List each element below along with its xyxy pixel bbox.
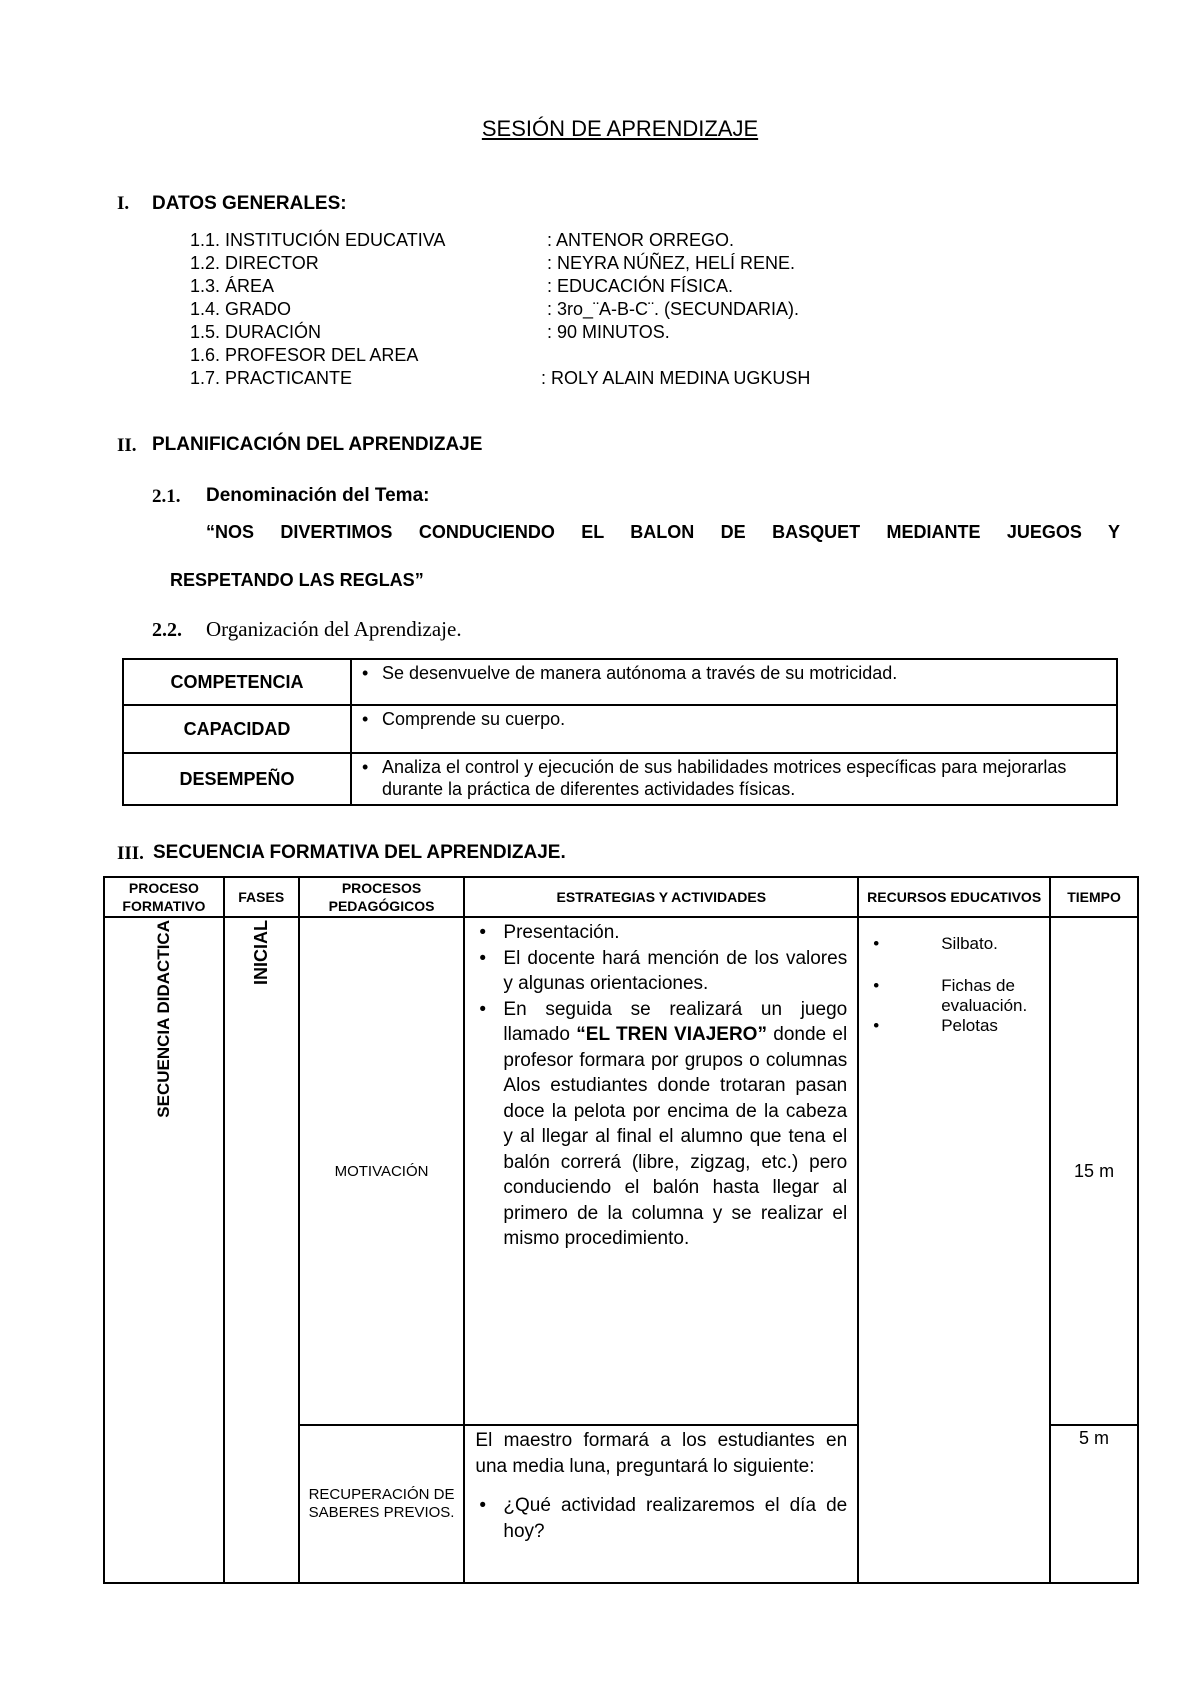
org-value: • Analiza el control y ejecución de sus habilidades motrices específicas para mejorarlas durante la práctica de diferentes actividades físicas. <box>351 753 1117 805</box>
org-row <box>123 705 1117 753</box>
general-label: 1.2. DIRECTOR <box>190 253 319 273</box>
general-value: : EDUCACIÓN FÍSICA. <box>547 276 734 296</box>
estrategias-cell <box>464 917 858 1425</box>
section-1-heading: DATOS GENERALES: <box>152 193 347 214</box>
section-1-number: I. <box>117 193 130 214</box>
proceso-vertical-label: SECUENCIA DIDACTICA <box>153 920 173 1118</box>
activity-text: En seguida se realizará un juego llamado <box>503 998 848 1045</box>
recurso-text: Fichas de evaluación. <box>941 976 1028 1015</box>
subsection-2-1-number: 2.1. <box>152 486 181 507</box>
sequence-table <box>103 876 1139 1584</box>
recurso-item <box>859 934 1049 954</box>
activity-item <box>465 997 847 1252</box>
org-key: CAPACIDAD <box>123 705 351 753</box>
header-proceso-formativo: PROCESO FORMATIVO <box>104 877 224 917</box>
section-2-heading: PLANIFICACIÓN DEL APRENDIZAJE <box>152 434 483 455</box>
subsection-2-2-label: Organización del Aprendizaje. <box>206 617 462 641</box>
recurso-text: Silbato. <box>941 934 998 953</box>
question-item: • ¿Qué actividad realizaremos el día de hoy? <box>465 1493 847 1544</box>
recurso-text: Pelotas <box>941 1016 998 1035</box>
topic-line-1: “NOS DIVERTIMOS CONDUCIENDO EL BALON DE BASQUET MEDIANTE JUEGOS Y <box>206 522 1120 542</box>
header-estrategias: ESTRATEGIAS Y ACTIVIDADES <box>464 877 858 917</box>
subsection-2-1-label: Denominación del Tema: <box>206 485 430 506</box>
org-key: DESEMPEÑO <box>123 753 351 805</box>
proceso-formativo-cell <box>104 917 224 1583</box>
sequence-row-motivacion <box>104 917 1138 1425</box>
general-label: 1.5. DURACIÓN <box>190 322 322 342</box>
org-row <box>123 753 1117 805</box>
tiempo-cell: 15 m <box>1050 917 1138 1425</box>
proceso-pedagogico-cell: MOTIVACIÓN <box>299 917 465 1425</box>
general-label: 1.4. GRADO <box>190 299 292 319</box>
activity-text: donde el profesor formara por grupos o columnas Alos estudiantes donde trotaran pasan doce la pelota por encima de la cabeza y al llegar al final el alumno que tena el balón correrá (libre, zigzag, etc.) pero conduciendo el balón hasta llegar al primero de la columna y se realizar el mismo procedimiento. <box>503 1024 848 1249</box>
topic-line-2: RESPETANDO LAS REGLAS” <box>170 570 424 590</box>
question-list <box>465 1493 847 1544</box>
activity-list <box>465 920 847 1252</box>
section-3-number: III. <box>117 843 144 864</box>
activity-item: • Presentación. <box>465 920 847 946</box>
general-value: : NEYRA NÚÑEZ, HELÍ RENE. <box>547 253 796 273</box>
general-value: : ANTENOR ORREGO. <box>547 230 735 250</box>
tiempo-cell: 5 m <box>1050 1425 1138 1583</box>
org-value: • Se desenvuelve de manera autónoma a través de su motricidad. <box>351 659 1117 705</box>
recurso-item <box>859 1016 1049 1036</box>
fase-vertical-label: INICIAL <box>250 920 271 985</box>
org-key: COMPETENCIA <box>123 659 351 705</box>
proceso-pedagogico-cell: RECUPERACIÓN DE SABERES PREVIOS. <box>299 1425 465 1583</box>
game-name: “EL TREN VIAJERO” <box>576 1024 767 1045</box>
general-label: 1.7. PRACTICANTE <box>190 368 353 388</box>
recursos-cell <box>858 917 1050 1583</box>
fase-cell <box>224 917 299 1583</box>
activity-item: • El docente hará mención de los valores y algunas orientaciones. <box>465 946 847 997</box>
header-fases: FASES <box>224 877 299 917</box>
org-row <box>123 659 1117 705</box>
general-label: 1.1. INSTITUCIÓN EDUCATIVA <box>190 230 446 250</box>
recurso-item <box>859 976 1049 1016</box>
section-2-number: II. <box>117 435 137 456</box>
sequence-header-row <box>104 877 1138 917</box>
estrategias-cell <box>464 1425 858 1583</box>
general-value: : 3ro_¨A-B-C¨. (SECUNDARIA). <box>547 299 800 319</box>
organization-table <box>122 658 1118 806</box>
org-value: • Comprende su cuerpo. <box>351 705 1117 753</box>
subsection-2-2-number: 2.2. <box>152 619 182 641</box>
general-label: 1.3. ÁREA <box>190 276 275 296</box>
section-3-heading: SECUENCIA FORMATIVA DEL APRENDIZAJE. <box>153 842 566 863</box>
header-procesos-pedagogicos: PROCESOS PEDAGÓGICOS <box>299 877 465 917</box>
recursos-list <box>859 934 1049 1036</box>
header-recursos: RECURSOS EDUCATIVOS <box>858 877 1050 917</box>
page-title: SESIÓN DE APRENDIZAJE <box>481 116 759 141</box>
header-tiempo: TIEMPO <box>1050 877 1138 917</box>
general-value: : 90 MINUTOS. <box>547 322 670 342</box>
activity-intro: El maestro formará a los estudiantes en una media luna, preguntará lo siguiente: <box>475 1430 848 1477</box>
general-value: : ROLY ALAIN MEDINA UGKUSH <box>541 368 811 388</box>
general-label: 1.6. PROFESOR DEL AREA <box>190 345 419 365</box>
